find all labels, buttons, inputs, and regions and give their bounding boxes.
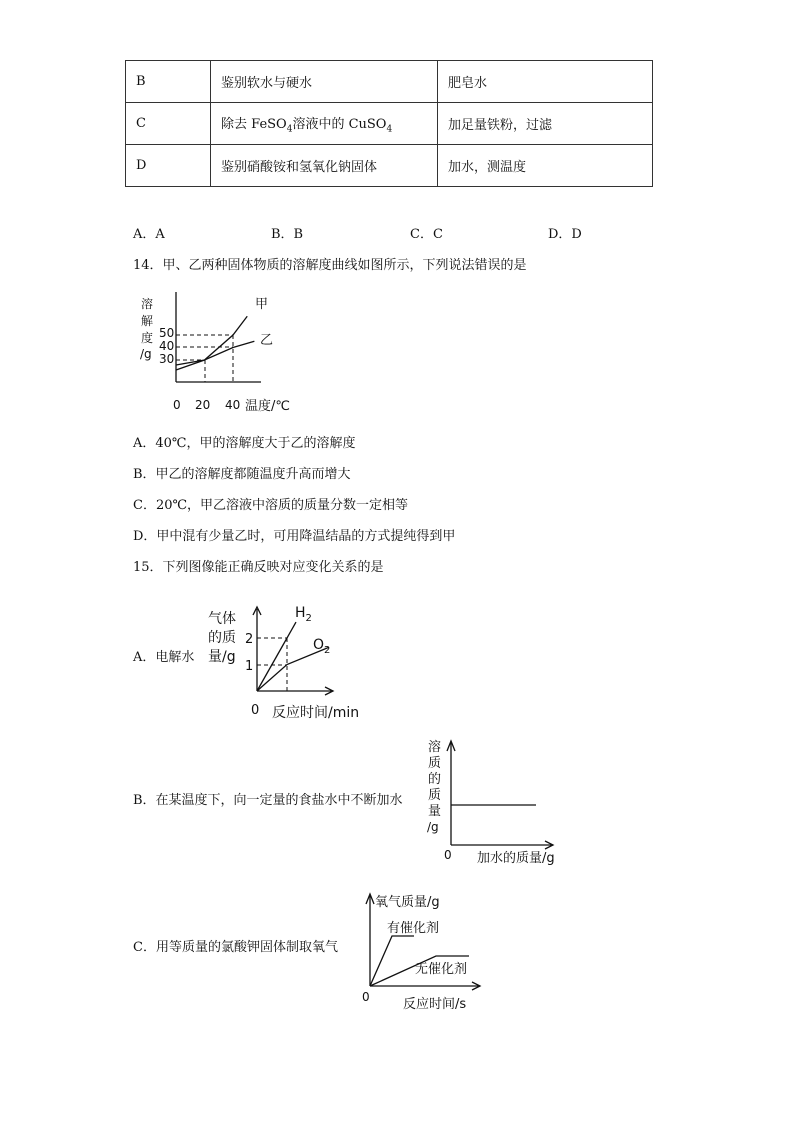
ylabel-line: 量 [428,804,442,819]
q13-option-d: D．D [548,227,582,242]
series-group [257,622,329,691]
table-row [126,145,653,187]
x-axis-label: 温度/℃ [245,399,290,414]
series-label-yi: 乙 [260,333,274,348]
origin-label: 0 [362,990,370,1004]
y-tick-label: 40 [159,339,175,353]
x-tick-label: 20 [195,398,211,412]
x-tick-label: 0 [173,398,181,412]
row-method: 加足量铁粉，过滤 [438,103,653,145]
series-label-no-catalyst: 无催化剂 [415,962,468,977]
series-label-jia: 甲 [255,297,269,312]
options-table [125,60,653,187]
series-label-o2: $O_2$ [313,637,331,656]
row-label: B [126,61,211,103]
q14-option-d: D．甲中混有少量乙时，可用降温结晶的方式提纯得到甲 [133,529,456,544]
x-axis-label: 加水的质量/g [477,851,555,866]
series-label-catalyst: 有催化剂 [387,921,440,936]
series-group [370,936,469,986]
q15-option-c: C．用等质量的氯酸钾固体制取氧气 [133,940,338,955]
y-axis-label: 氧气质量/g [375,895,440,910]
q15a-electrolysis-chart [205,603,370,721]
series-line-jia [176,316,247,370]
y-tick-label: 30 [159,352,175,366]
ylabel-line: 溶 [428,740,442,755]
series-line-o2 [257,647,329,691]
q14-option-a: A．40℃，甲的溶解度大于乙的溶解度 [133,436,356,451]
subscript: 4 [286,124,293,135]
row-method: 加水，测温度 [438,145,653,187]
q15-option-b: B．在某温度下，向一定量的食盐水中不断加水 [133,793,403,808]
row-item: 鉴别软水与硬水 [211,61,438,103]
q15c-oxygen-chart [355,890,485,1012]
ylabel-line: 的质 [208,630,236,646]
ylabel-line: 的 [428,772,442,787]
q13-option-b: B．B [271,227,304,242]
q14-option-b: B．甲乙的溶解度都随温度升高而增大 [133,467,351,482]
ylabel-line: /g [140,347,152,361]
ylabel-line: 量/g [208,649,236,665]
series-line-h2 [257,622,296,691]
ylabel-line: 溶 [141,297,154,311]
series-line-catalyst [370,936,414,986]
table-row [126,103,653,145]
y-tick-label: 50 [159,326,175,340]
ylabel-line: 气体 [208,611,236,627]
q14-solubility-chart [135,292,305,418]
item-prefix: 除去 FeSO [221,116,287,132]
q13-option-c: C．C [410,227,443,242]
ylabel-line: 质 [428,788,442,803]
row-label: C [126,103,211,145]
ylabel-line: 质 [428,756,442,771]
x-axis-label: 反应时间/min [272,705,360,721]
x-axis-label: 反应时间/s [403,997,467,1012]
q15b-saltwater-chart [425,735,565,867]
origin-label: 0 [444,848,452,862]
subscript: 4 [386,124,393,135]
row-item [211,103,438,145]
table-row [126,61,653,103]
item-mid: 溶液中的 CuSO [292,116,387,132]
q13-option-a: A．A [133,227,165,242]
origin-label: 0 [251,703,260,718]
q15-option-a: A．电解水 [133,650,195,665]
q14-stem: 14．甲、乙两种固体物质的溶解度曲线如图所示，下列说法错误的是 [133,258,527,273]
series-group [176,316,254,370]
ylabel-line: /g [427,820,439,834]
row-label: D [126,145,211,187]
row-item: 鉴别硝酸铵和氢氧化钠固体 [211,145,438,187]
q14-option-c: C．20℃，甲乙溶液中溶质的质量分数一定相等 [133,498,409,513]
series-line-yi [176,341,254,365]
y-tick-label: 1 [245,659,254,674]
ylabel-line: 解 [141,314,154,328]
row-method: 肥皂水 [438,61,653,103]
x-tick-label: 40 [225,398,241,412]
y-tick-label: 2 [245,632,254,647]
q15-stem: 15．下列图像能正确反映对应变化关系的是 [133,560,384,575]
series-label-h2: $H_2$ [295,605,312,624]
ylabel-line: 度 [141,331,154,345]
